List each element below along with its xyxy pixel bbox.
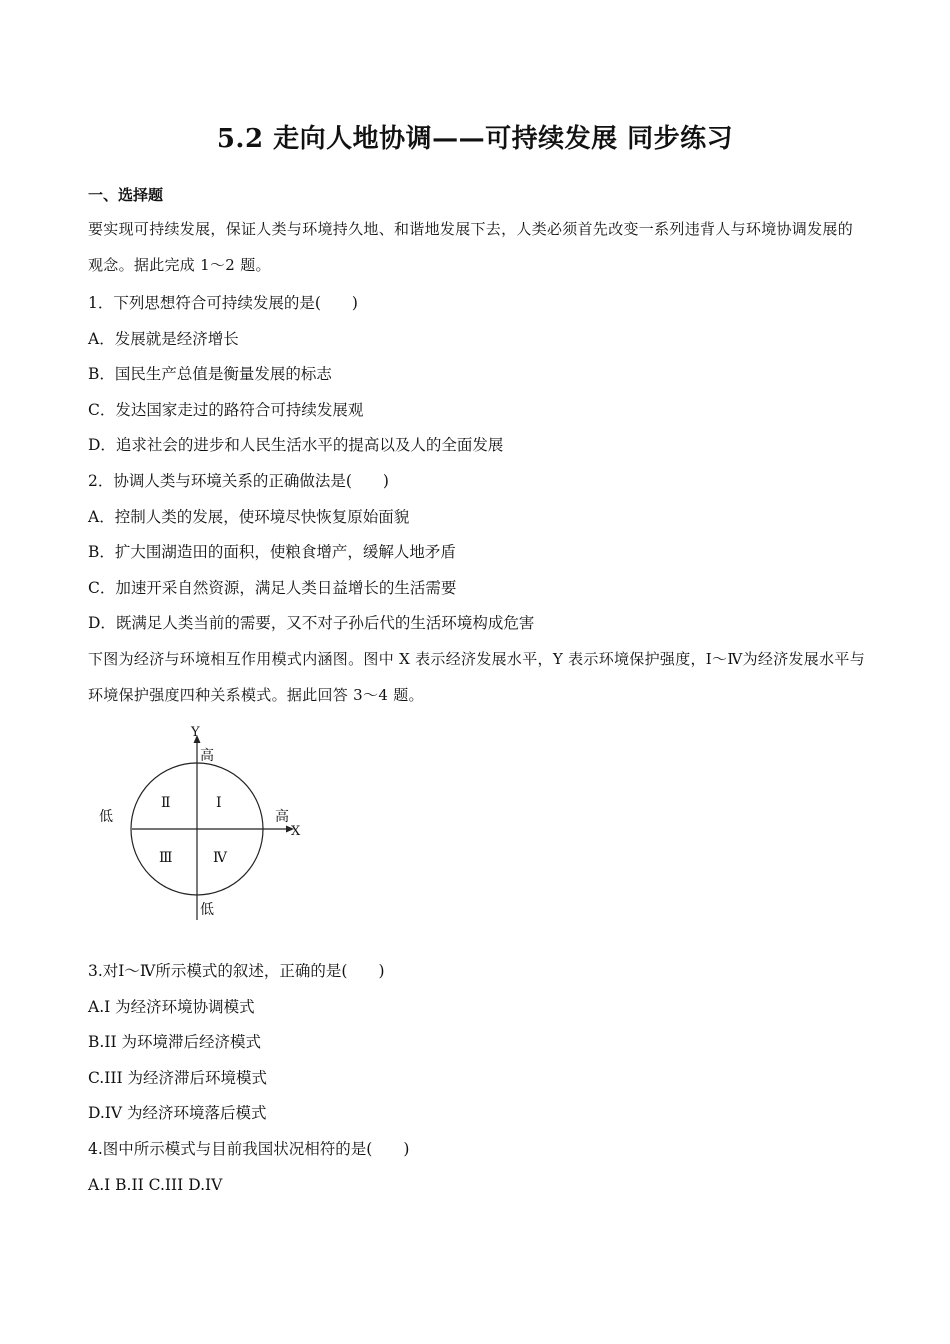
question-1-option-c: C．发达国家走过的路符合可持续发展观	[88, 401, 364, 419]
question-3-option-b: B.II 为环境滞后经济模式	[88, 1033, 261, 1051]
section-heading: 一、选择题	[88, 186, 164, 204]
x-high-label: 高	[275, 809, 289, 825]
quadrant-1-label: Ⅰ	[216, 795, 222, 811]
question-2-stem: 2．协调人类与环境关系的正确做法是( )	[88, 472, 389, 490]
quadrant-4-label: Ⅳ	[213, 850, 227, 866]
question-2-option-b: B．扩大围湖造田的面积，使粮食增产，缓解人地矛盾	[88, 543, 456, 561]
y-high-label: 高	[200, 748, 214, 764]
question-3-stem: 3.对Ⅰ～Ⅳ所示模式的叙述，正确的是( )	[88, 962, 385, 980]
question-1-option-a: A．发展就是经济增长	[88, 330, 239, 348]
quadrant-2-label: Ⅱ	[161, 795, 171, 811]
question-2-option-a: A．控制人类的发展，使环境尽快恢复原始面貌	[88, 508, 410, 526]
relationship-diagram	[95, 720, 310, 925]
question-1-stem: 1．下列思想符合可持续发展的是( )	[88, 294, 358, 312]
question-1-option-d: D．追求社会的进步和人民生活水平的提高以及人的全面发展	[88, 436, 504, 454]
y-low-label: 低	[200, 902, 214, 918]
question-4-options: A.I B.II C.III D.IV	[88, 1176, 223, 1194]
x-low-label: 低	[99, 809, 113, 825]
question-4-stem: 4.图中所示模式与目前我国状况相符的是( )	[88, 1140, 410, 1158]
diagram-svg	[95, 720, 310, 925]
question-3-option-a: A.I 为经济环境协调模式	[88, 998, 255, 1016]
question-1-option-b: B．国民生产总值是衡量发展的标志	[88, 365, 332, 383]
y-axis-label: Y	[191, 725, 200, 740]
intro-paragraph-2: 下图为经济与环境相互作用模式内涵图。图中 X 表示经济发展水平，Y 表示环境保护强度，Ⅰ～Ⅳ为经济发展水平与环境保护强度四种关系模式。据此回答 3～4 题。	[88, 650, 866, 704]
intro-paragraph-1: 要实现可持续发展，保证人类与环境持久地、和谐地发展下去，人类必须首先改变一系列违背人与环境协调发展的观念。据此完成 1～2 题。	[88, 220, 854, 274]
quadrant-3-label: Ⅲ	[159, 850, 173, 866]
page-title: 5.2 走向人地协调——可持续发展 同步练习	[216, 124, 734, 154]
question-3-option-c: C.III 为经济滞后环境模式	[88, 1069, 268, 1087]
question-2-option-d: D．既满足人类当前的需要，又不对子孙后代的生活环境构成危害	[88, 614, 535, 632]
question-2-option-c: C．加速开采自然资源，满足人类日益增长的生活需要	[88, 579, 457, 597]
question-3-option-d: D.IV 为经济环境落后模式	[88, 1104, 267, 1122]
x-axis-label: X	[291, 824, 301, 839]
